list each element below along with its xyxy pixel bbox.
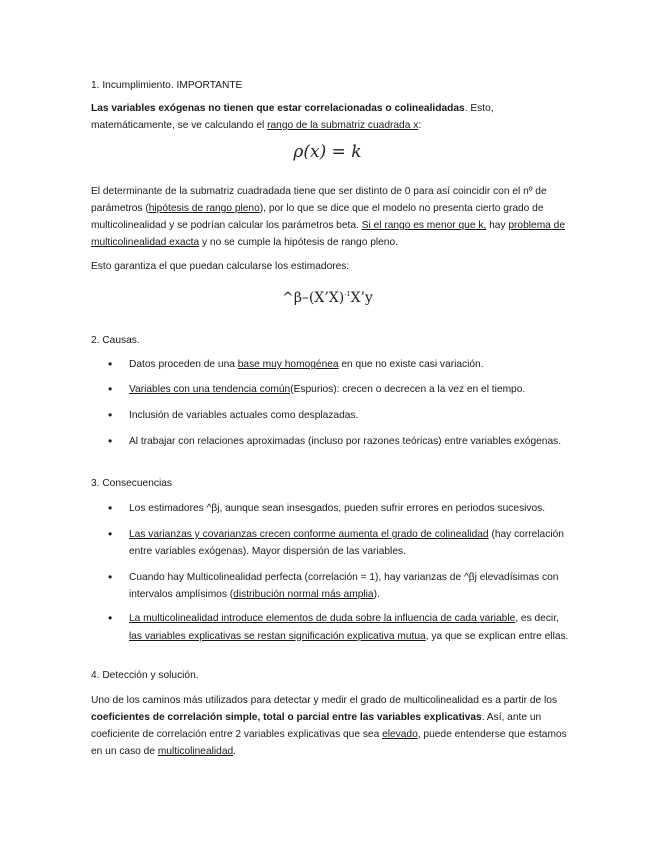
text-run: (Espurios): crecen o decrecen a la vez en el tiempo. xyxy=(290,384,526,395)
formula-exponent: -1 xyxy=(344,290,351,298)
text-run: hay xyxy=(486,220,509,231)
bullet-icon: • xyxy=(108,570,113,584)
underlined-term: Variables con una tendencia común xyxy=(129,384,291,395)
list-item xyxy=(129,569,569,603)
text-run: ). xyxy=(373,589,380,600)
section-1-paragraph-1 xyxy=(91,100,567,134)
text-run: . Así, ante un coeficiente de correlación entre 2 variables explicativas que sea xyxy=(91,712,542,740)
list-item: Al trabajar con relaciones aproximadas (incluso por razones teóricas) entre variables exógenas. xyxy=(129,436,562,447)
underlined-term: hipótesis de rango pleno xyxy=(148,203,260,214)
bullet-icon: • xyxy=(108,434,113,448)
rank-formula: ρ(x) = k xyxy=(293,142,362,162)
list-item xyxy=(129,610,569,645)
text-run: Cuando hay Multicolinealidad perfecta (correlación = 1), hay varianzas de ^βj elevadísimas con intervalos amplísimos ( xyxy=(129,572,559,600)
text-run: (hay correlación entre variables exógenas). Mayor dispersión de las variables. xyxy=(129,529,564,557)
list-item xyxy=(129,526,569,560)
section-1-paragraph-3: Esto garantiza el que puedan calcularse los estimadores: xyxy=(91,261,350,272)
underlined-term: las variables explicativas se restan significación explicativa mutua xyxy=(129,630,426,642)
formula-part: ^β–(X’X) xyxy=(282,290,345,306)
bullet-icon: • xyxy=(108,501,113,515)
bullet-icon: • xyxy=(108,357,113,371)
section-3-heading: 3. Consecuencias xyxy=(91,478,172,489)
list-item: Los estimadores ^βj, aunque sean insesgados, pueden sufrir errores en periodos sucesivos. xyxy=(129,503,546,514)
underlined-term: rango de la submatriz cuadrada x xyxy=(267,120,419,131)
text-run: : xyxy=(418,120,422,131)
text-run: . xyxy=(233,746,237,757)
section-2-heading: 2. Causas. xyxy=(91,335,140,346)
underlined-term: La multicolinealidad introduce elementos de duda sobre la influencia de cada variable xyxy=(129,613,516,624)
underlined-term: Las varianzas y covarianzas crecen conforme aumenta el grado de colinealidad xyxy=(129,529,489,540)
text-run: , puede entenderse que estamos en un caso de xyxy=(91,729,567,757)
text-run: El determinante de la submatriz cuadradada tiene que ser distinto de 0 para así coincidir con el nº de parámetros ( xyxy=(91,186,547,214)
text-run: y no se cumple la hipótesis de rango pleno. xyxy=(199,237,398,248)
section-1-paragraph-2 xyxy=(91,183,567,251)
underlined-term: base muy homogénea xyxy=(237,359,339,370)
list-item xyxy=(129,356,569,373)
section-1-heading: 1. Incumplimiento. IMPORTANTE xyxy=(91,80,243,91)
list-item: Inclusión de variables actuales como desplazadas. xyxy=(129,410,359,421)
bullet-icon: • xyxy=(108,527,113,541)
formula-part: X’y xyxy=(350,290,373,306)
underlined-term: distribución normal más amplia xyxy=(233,589,374,600)
text-run: Uno de los caminos más utilizados para detectar y medir el grado de multicolinealidad es a partir de los xyxy=(91,695,558,706)
list-item xyxy=(129,381,569,398)
bullet-icon: • xyxy=(108,408,113,422)
estimator-formula xyxy=(0,290,655,307)
text-run: en que no existe casi variación. xyxy=(338,359,484,370)
underlined-term: Si el rango es menor que k, xyxy=(361,220,487,231)
bullet-icon: • xyxy=(108,382,113,396)
text-run: . Esto, matemáticamente, se ve calculando el xyxy=(91,103,494,131)
underlined-term: problema de multicolinealidad exacta xyxy=(91,220,566,248)
underlined-term: elevado xyxy=(382,729,418,740)
underlined-term: multicolinealidad xyxy=(157,746,234,757)
section-4-heading: 4. Detección y solución. xyxy=(91,670,199,681)
bullet-icon: • xyxy=(108,611,113,625)
text-run: ), por lo que se dice que el modelo no presenta cierto grado de multicolinealidad y se podrían calcular los parámetros beta. xyxy=(91,203,544,231)
bold-statement: coeficientes de correlación simple, total o parcial entre las variables explicativas xyxy=(91,712,482,723)
text-run: Datos proceden de una xyxy=(129,359,238,370)
bold-statement: Las variables exógenas no tienen que estar correlacionadas o colinealidadas xyxy=(91,103,465,114)
text-run: , ya que se explican entre ellas. xyxy=(425,630,569,642)
section-4-paragraph xyxy=(91,692,567,760)
text-run: , es decir, xyxy=(515,613,559,624)
